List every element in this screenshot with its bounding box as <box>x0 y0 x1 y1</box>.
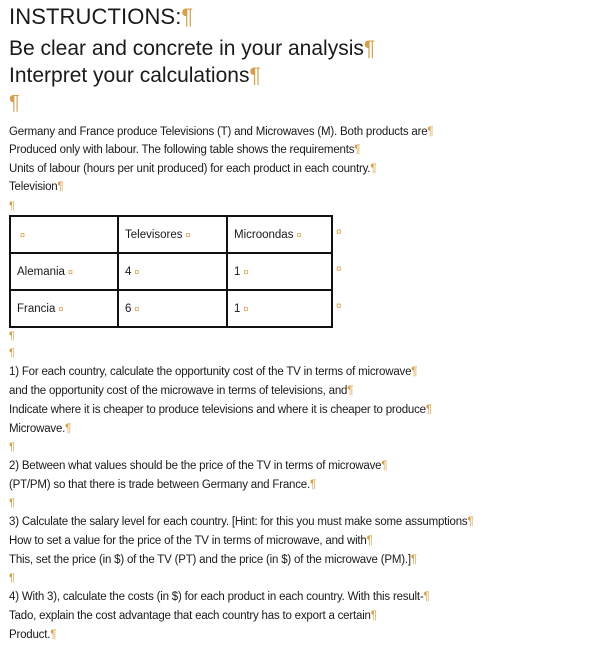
heading-line-2-text: Be clear and concrete in your analysis <box>9 37 364 60</box>
q4-line-1-text: 4) With 3), calculate the costs (in $) for each product in each country. With this result- <box>9 591 424 603</box>
cell-mark: ¤ <box>243 303 249 314</box>
row-mw-text: 1 <box>234 265 241 278</box>
empty-paragraph-mark: ¶ <box>9 200 15 212</box>
intro-line-3 <box>9 161 376 177</box>
pilcrow-mark: ¶ <box>347 385 354 397</box>
q4-line-2-text: Tado, explain the cost advantage that each country has to export a certain <box>9 610 371 622</box>
row-end-mark: ¤ <box>336 227 342 238</box>
q2-line-1 <box>9 458 387 474</box>
empty-paragraph-mark: ¶ <box>9 572 15 584</box>
row-country <box>10 290 118 327</box>
q4-line-1 <box>9 589 429 605</box>
row-country-text: Alemania <box>17 265 65 278</box>
pilcrow-mark: ¶ <box>309 479 316 491</box>
table-header-row <box>10 216 332 253</box>
q1-line-3-text: Indicate where it is cheaper to produce televisions and where it is cheaper to produce <box>9 404 426 416</box>
intro-line-2 <box>9 142 360 158</box>
pilcrow-mark: ¶ <box>370 163 377 175</box>
row-country <box>10 253 118 290</box>
q1-line-4-text: Microwave. <box>9 423 66 435</box>
pilcrow-mark: ¶ <box>370 610 377 622</box>
q3-line-1 <box>9 514 473 530</box>
cell-mark: ¤ <box>67 266 73 277</box>
cell-mark: ¤ <box>134 266 140 277</box>
heading-line-3 <box>9 63 261 88</box>
table-row <box>10 290 332 327</box>
q3-line-3 <box>9 552 417 568</box>
q3-line-3-text: This, set the price (in $) of the TV (PT) and the price (in $) of the microwave (PM).] <box>9 554 411 566</box>
q4-line-3 <box>9 627 56 643</box>
header-microondas-text: Microondas <box>234 228 294 241</box>
pilcrow-mark: ¶ <box>50 629 57 641</box>
row-country-text: Francia <box>17 302 56 315</box>
q4-line-3-text: Product. <box>9 629 51 641</box>
q3-line-2-text: How to set a value for the price of the TV in terms of microwave, and with <box>9 535 367 547</box>
q2-line-2-text: (PT/PM) so that there is trade between Germany and France. <box>9 479 310 491</box>
intro-line-1-text: Germany and France produce Televisions (T) and Microwaves (M). Both products are <box>9 126 428 138</box>
pilcrow-mark: ¶ <box>354 144 361 156</box>
empty-paragraph-mark: ¶ <box>9 497 15 509</box>
labour-requirements-table <box>9 215 333 328</box>
row-mw-value <box>227 290 332 327</box>
q4-line-2 <box>9 608 377 624</box>
cell-mark: ¤ <box>134 303 140 314</box>
cell-mark: ¤ <box>243 266 249 277</box>
pilcrow-mark: ¶ <box>427 126 434 138</box>
pilcrow-mark: ¶ <box>363 37 376 60</box>
header-microondas <box>227 216 332 253</box>
q1-line-2 <box>9 383 353 399</box>
pilcrow-mark: ¶ <box>423 591 430 603</box>
row-end-mark: ¤ <box>336 264 342 275</box>
pilcrow-mark: ¶ <box>381 460 388 472</box>
pilcrow-mark: ¶ <box>57 181 64 193</box>
intro-line-1 <box>9 124 433 140</box>
intro-line-3-text: Units of labour (hours per unit produced) for each product in each country. <box>9 163 371 175</box>
heading-title <box>9 4 193 30</box>
heading-line-2 <box>9 36 375 61</box>
row-tv-text: 6 <box>125 302 132 315</box>
row-tv-value <box>118 290 227 327</box>
row-tv-text: 4 <box>125 265 132 278</box>
q3-line-1-text: 3) Calculate the salary level for each country. [Hint: for this you must make some assumptions <box>9 516 468 528</box>
q1-line-1 <box>9 364 417 380</box>
pilcrow-mark: ¶ <box>425 404 432 416</box>
header-televisores-text: Televisores <box>125 228 183 241</box>
intro-line-4 <box>9 179 63 195</box>
row-tv-value <box>118 253 227 290</box>
empty-paragraph-mark: ¶ <box>9 441 15 453</box>
heading-line-3-text: Interpret your calculations <box>9 64 250 87</box>
q1-line-2-text: and the opportunity cost of the microwave in terms of televisions, and <box>9 385 348 397</box>
header-televisores <box>118 216 227 253</box>
q3-line-2 <box>9 533 373 549</box>
pilcrow-mark: ¶ <box>366 535 373 547</box>
table-row <box>10 253 332 290</box>
table-corner-cell <box>10 216 118 253</box>
q1-line-3 <box>9 402 432 418</box>
heading-title-text: INSTRUCTIONS: <box>9 4 182 29</box>
intro-line-4-text: Television <box>9 181 58 193</box>
q1-line-4 <box>9 421 71 437</box>
empty-paragraph-mark: ¶ <box>9 330 15 342</box>
empty-paragraph-mark: ¶ <box>9 92 20 114</box>
pilcrow-mark: ¶ <box>467 516 474 528</box>
row-end-mark: ¤ <box>336 301 342 312</box>
empty-paragraph-mark: ¶ <box>9 347 15 359</box>
q1-line-1-text: 1) For each country, calculate the opportunity cost of the TV in terms of microwave <box>9 366 412 378</box>
row-mw-value <box>227 253 332 290</box>
cell-mark: ¤ <box>58 303 64 314</box>
pilcrow-mark: ¶ <box>410 554 417 566</box>
pilcrow-mark: ¶ <box>411 366 418 378</box>
cell-mark: ¤ <box>20 229 26 240</box>
row-mw-text: 1 <box>234 302 241 315</box>
pilcrow-mark: ¶ <box>181 4 194 29</box>
q2-line-1-text: 2) Between what values should be the price of the TV in terms of microwave <box>9 460 382 472</box>
cell-mark: ¤ <box>296 229 302 240</box>
pilcrow-mark: ¶ <box>65 423 72 435</box>
q2-line-2 <box>9 477 316 493</box>
cell-mark: ¤ <box>185 229 191 240</box>
intro-line-2-text: Produced only with labour. The following table shows the requirements <box>9 144 355 156</box>
pilcrow-mark: ¶ <box>249 64 261 87</box>
